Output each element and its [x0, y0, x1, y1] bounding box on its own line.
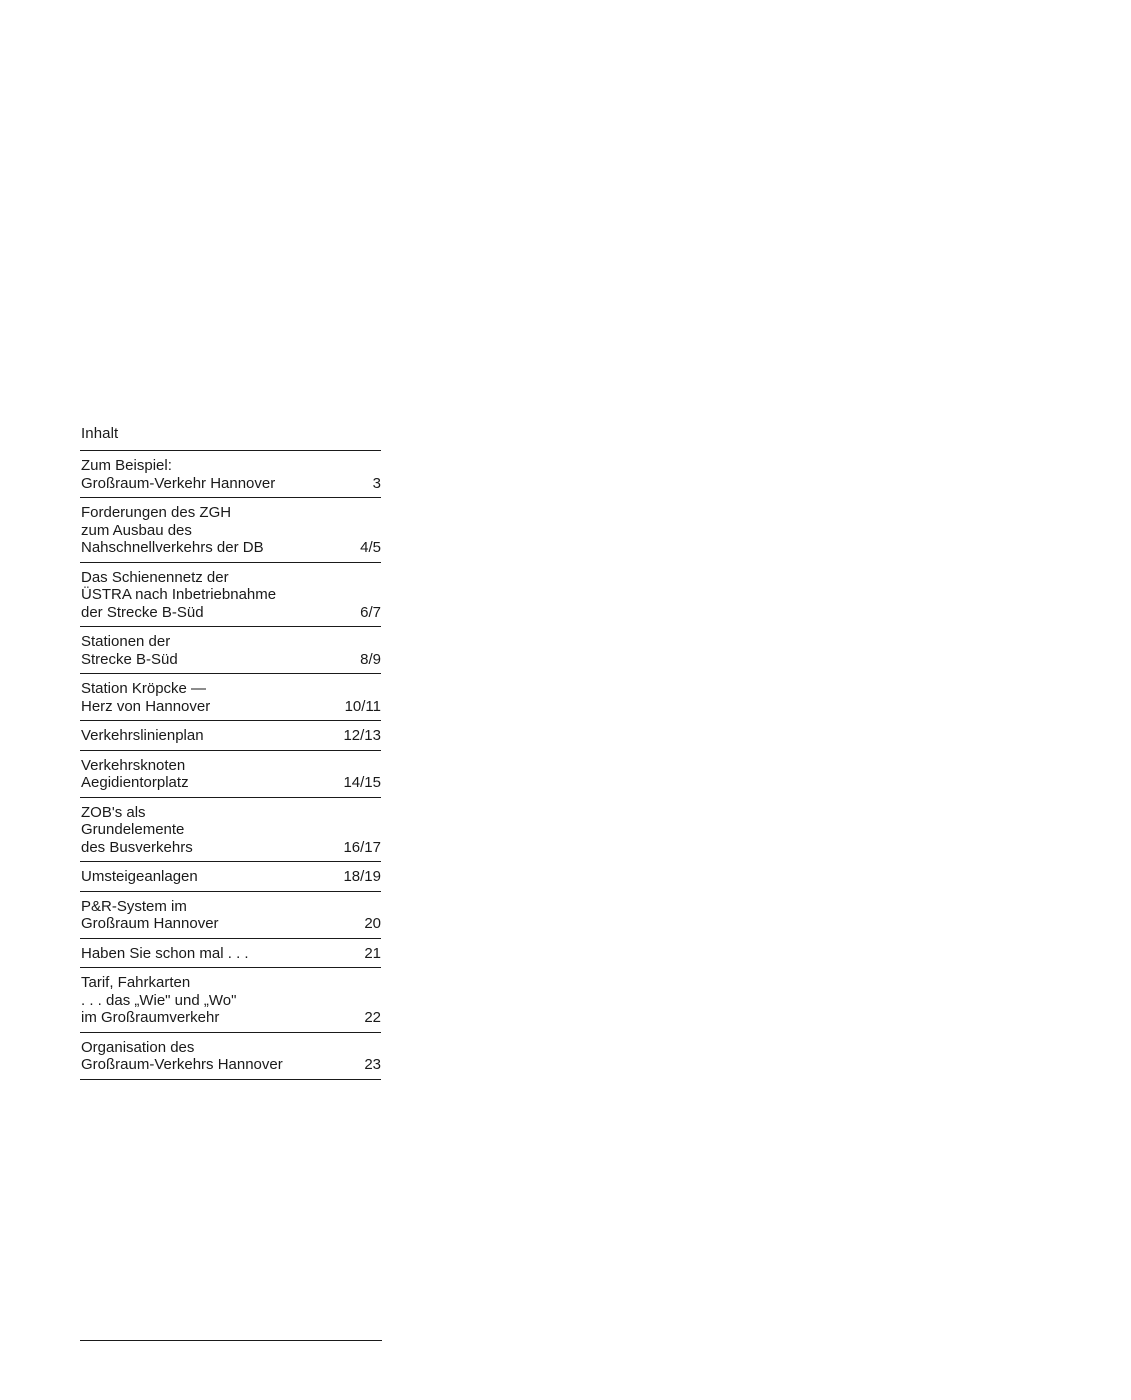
- toc-entry: [80, 674, 381, 721]
- toc-entry-title-line: im Großraumverkehr: [81, 1009, 220, 1026]
- toc-entry-title-line: Haben Sie schon mal . . .: [81, 944, 249, 962]
- toc-entry-title-line: Großraum-Verkehrs Hannover: [81, 1056, 283, 1073]
- toc-heading: Inhalt: [80, 425, 381, 451]
- toc-entry: [80, 798, 381, 863]
- toc-entry-title-line: der Strecke B-Süd: [81, 603, 204, 621]
- toc-entry-title-line: Station Kröpcke —: [81, 680, 207, 697]
- toc-entry-title-line: Herz von Hannover: [81, 697, 211, 715]
- toc-entry-title: [81, 804, 381, 857]
- toc-entry: [80, 939, 381, 969]
- toc-entry-title: [81, 868, 381, 886]
- toc-entry: [80, 862, 381, 892]
- toc-entry: [80, 968, 381, 1033]
- toc-entry-title-line: Stationen der: [81, 633, 171, 650]
- toc-entry-title-line: Verkehrslinienplan: [81, 727, 204, 744]
- toc-entry-title-line: Zum Beispiel:: [81, 457, 172, 474]
- toc-entry-title: [81, 1039, 381, 1074]
- toc-entry: [80, 1033, 381, 1080]
- toc-entry: [80, 451, 381, 498]
- toc-entry-title-line: Organisation des: [81, 1038, 195, 1056]
- toc-entry-title-line: . . . das „Wie" und „Wo": [81, 991, 237, 1009]
- toc-list: [80, 451, 381, 1080]
- toc-entry-title-line: Grundelemente: [81, 821, 185, 838]
- toc-entry-page-number: 20: [364, 915, 381, 932]
- toc-entry-title: [81, 898, 381, 933]
- toc-entry: [80, 563, 381, 628]
- toc-entry-title: [81, 457, 381, 492]
- toc-entry-page-number: 14/15: [343, 774, 381, 791]
- toc-entry-title-line: Großraum Hannover: [81, 915, 219, 932]
- toc-entry-page-number: 21: [364, 944, 381, 962]
- toc-entry-title-line: Tarif, Fahrkarten: [81, 974, 191, 991]
- toc-entry-title-line: ZOB's als: [81, 803, 146, 821]
- toc-entry-title: [81, 727, 381, 745]
- toc-entry-page-number: 16/17: [343, 838, 381, 856]
- toc-entry: [80, 892, 381, 939]
- toc-entry-title: [81, 757, 381, 792]
- toc-entry-title-line: Forderungen des ZGH: [81, 504, 232, 521]
- toc-entry-title: [81, 633, 381, 668]
- toc-entry-title: [81, 504, 381, 557]
- toc-entry-title: [81, 945, 381, 963]
- table-of-contents: [80, 425, 381, 1080]
- toc-entry-page-number: 12/13: [343, 727, 381, 744]
- toc-entry-title-line: Großraum-Verkehr Hannover: [81, 474, 276, 492]
- toc-entry-title-line: des Busverkehrs: [81, 838, 193, 856]
- toc-entry-title-line: ÜSTRA nach Inbetriebnahme: [81, 586, 277, 603]
- toc-entry-title-line: Das Schienennetz der: [81, 568, 229, 586]
- toc-entry-title: [81, 680, 381, 715]
- toc-entry-title-line: zum Ausbau des: [81, 521, 192, 539]
- footer-rule: [80, 1340, 382, 1341]
- toc-entry: [80, 627, 381, 674]
- toc-entry-page-number: 10/11: [344, 697, 381, 715]
- toc-entry: [80, 751, 381, 798]
- toc-entry-page-number: 8/9: [360, 650, 381, 668]
- toc-entry-title: [81, 569, 381, 622]
- toc-entry-page-number: 22: [364, 1009, 381, 1026]
- toc-entry-title-line: Strecke B-Süd: [81, 650, 178, 668]
- toc-entry-title-line: P&R-System im: [81, 897, 187, 915]
- toc-entry-title-line: Verkehrsknoten: [81, 756, 186, 774]
- toc-entry-page-number: 18/19: [343, 868, 381, 885]
- toc-entry-title: [81, 974, 381, 1027]
- toc-entry-title-line: Umsteigeanlagen: [81, 868, 198, 885]
- toc-entry-page-number: 4/5: [360, 539, 381, 556]
- toc-entry-page-number: 3: [372, 474, 381, 492]
- toc-entry-title-line: Nahschnellverkehrs der DB: [81, 539, 264, 556]
- toc-entry-title-line: Aegidientorplatz: [81, 774, 189, 791]
- toc-entry-page-number: 23: [364, 1056, 381, 1073]
- toc-entry-page-number: 6/7: [360, 603, 381, 621]
- toc-entry: [80, 498, 381, 563]
- toc-entry: [80, 721, 381, 751]
